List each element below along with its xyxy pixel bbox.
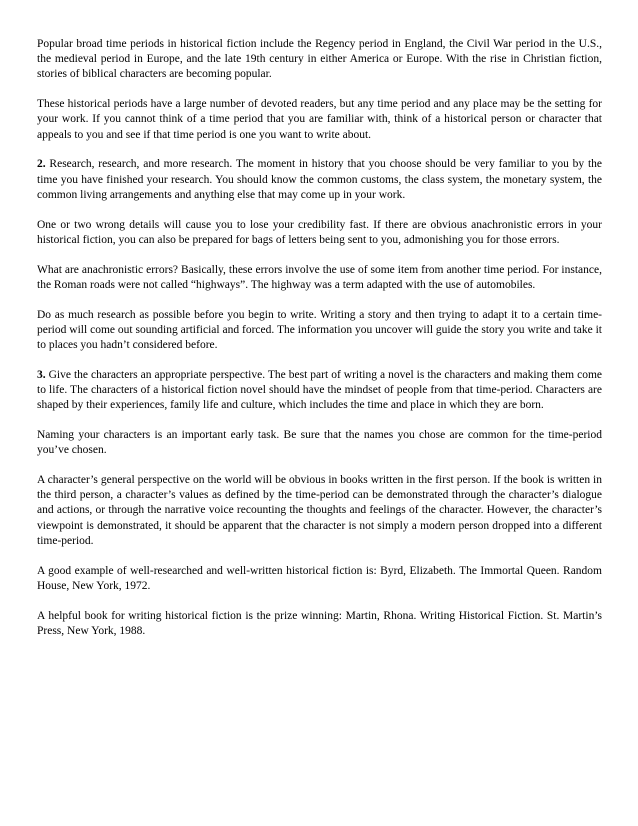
paragraph-text: Naming your characters is an important early task. Be sure that the names you chose are common for the time-period you’ve chosen. (37, 429, 602, 457)
paragraph-devoted-readers (37, 97, 602, 143)
document-page (37, 37, 602, 654)
paragraph-text: Do as much research as possible before you begin to write. Writing a story and then trying to adapt it to a certain time-period will come out sounding artificial and forced. The information you uncover will guide the story you write and take it to places you hadn’t considered before. (37, 308, 602, 352)
paragraph-research-before-writing (37, 308, 602, 354)
paragraph-helpful-book (37, 609, 602, 639)
paragraph-text: A helpful book for writing historical fiction is the prize winning: Martin, Rhona. Writing Historical Fiction. St. Martin’s Press, New York, 1988. (37, 609, 602, 637)
paragraph-text: A character’s general perspective on the world will be obvious in books written in the first person. If the book is written in the third person, a character’s values as defined by the time-period can be demonstrated through the character’s dialogue and actions, or through the narrative voice recounting the thoughts and feelings of the character. However, the character’s viewpoint is demonstrated, it should be apparent that the character is not simply a modern person dropped into a different time-period. (37, 474, 602, 547)
paragraph-text: Popular broad time periods in historical fiction include the Regency period in England, the Civil War period in the U.S., the medieval period in Europe, and the late 19th century in either America or Europe. With the rise in Christian fiction, stories of biblical characters are becoming popular. (37, 38, 602, 81)
paragraph-wrong-details (37, 218, 602, 248)
paragraph-general-perspective (37, 473, 602, 549)
paragraph-time-periods (37, 37, 602, 83)
section-number: 3. (37, 368, 46, 381)
paragraph-text: What are anachronistic errors? Basically, these errors involve the use of some item from another time period. For instance, the Roman roads were not called “highways”. The highway was a term adapted with the use of automobiles. (37, 263, 602, 291)
paragraph-anachronistic-errors (37, 263, 602, 293)
section-number: 2. (37, 158, 46, 171)
paragraph-good-example (37, 564, 602, 594)
paragraph-text: Research, research, and more research. The moment in history that you choose should be very familiar to you by the time you have finished your research. You should know the common customs, the class system, the monetary system, the common living arrangements and anything else that may come up in your work. (37, 158, 602, 201)
paragraph-text: One or two wrong details will cause you to lose your credibility fast. If there are obvious anachronistic errors in your historical fiction, you can also be prepared for bags of letters being sent to you, admonishing you for those errors. (37, 218, 602, 246)
paragraph-text: A good example of well-researched and well-written historical fiction is: Byrd, Elizabeth. The Immortal Queen. Random House, New York, 1972. (37, 564, 602, 592)
paragraph-text: Give the characters an appropriate perspective. The best part of writing a novel is the characters and making them come to life. The characters of a historical fiction novel should have the mindset of people from that time-period. Characters are shaped by their experiences, family life and culture, which includes the time and place in which they are born. (37, 368, 602, 412)
paragraph-text: These historical periods have a large number of devoted readers, but any time period and any place may be the setting for your work. If you cannot think of a time period that you are familiar with, think of a historical person or character that appeals to you and see if that time period is one you want to write about. (37, 98, 602, 141)
paragraph-research (37, 157, 602, 203)
paragraph-naming-characters (37, 428, 602, 458)
paragraph-character-perspective (37, 368, 602, 414)
